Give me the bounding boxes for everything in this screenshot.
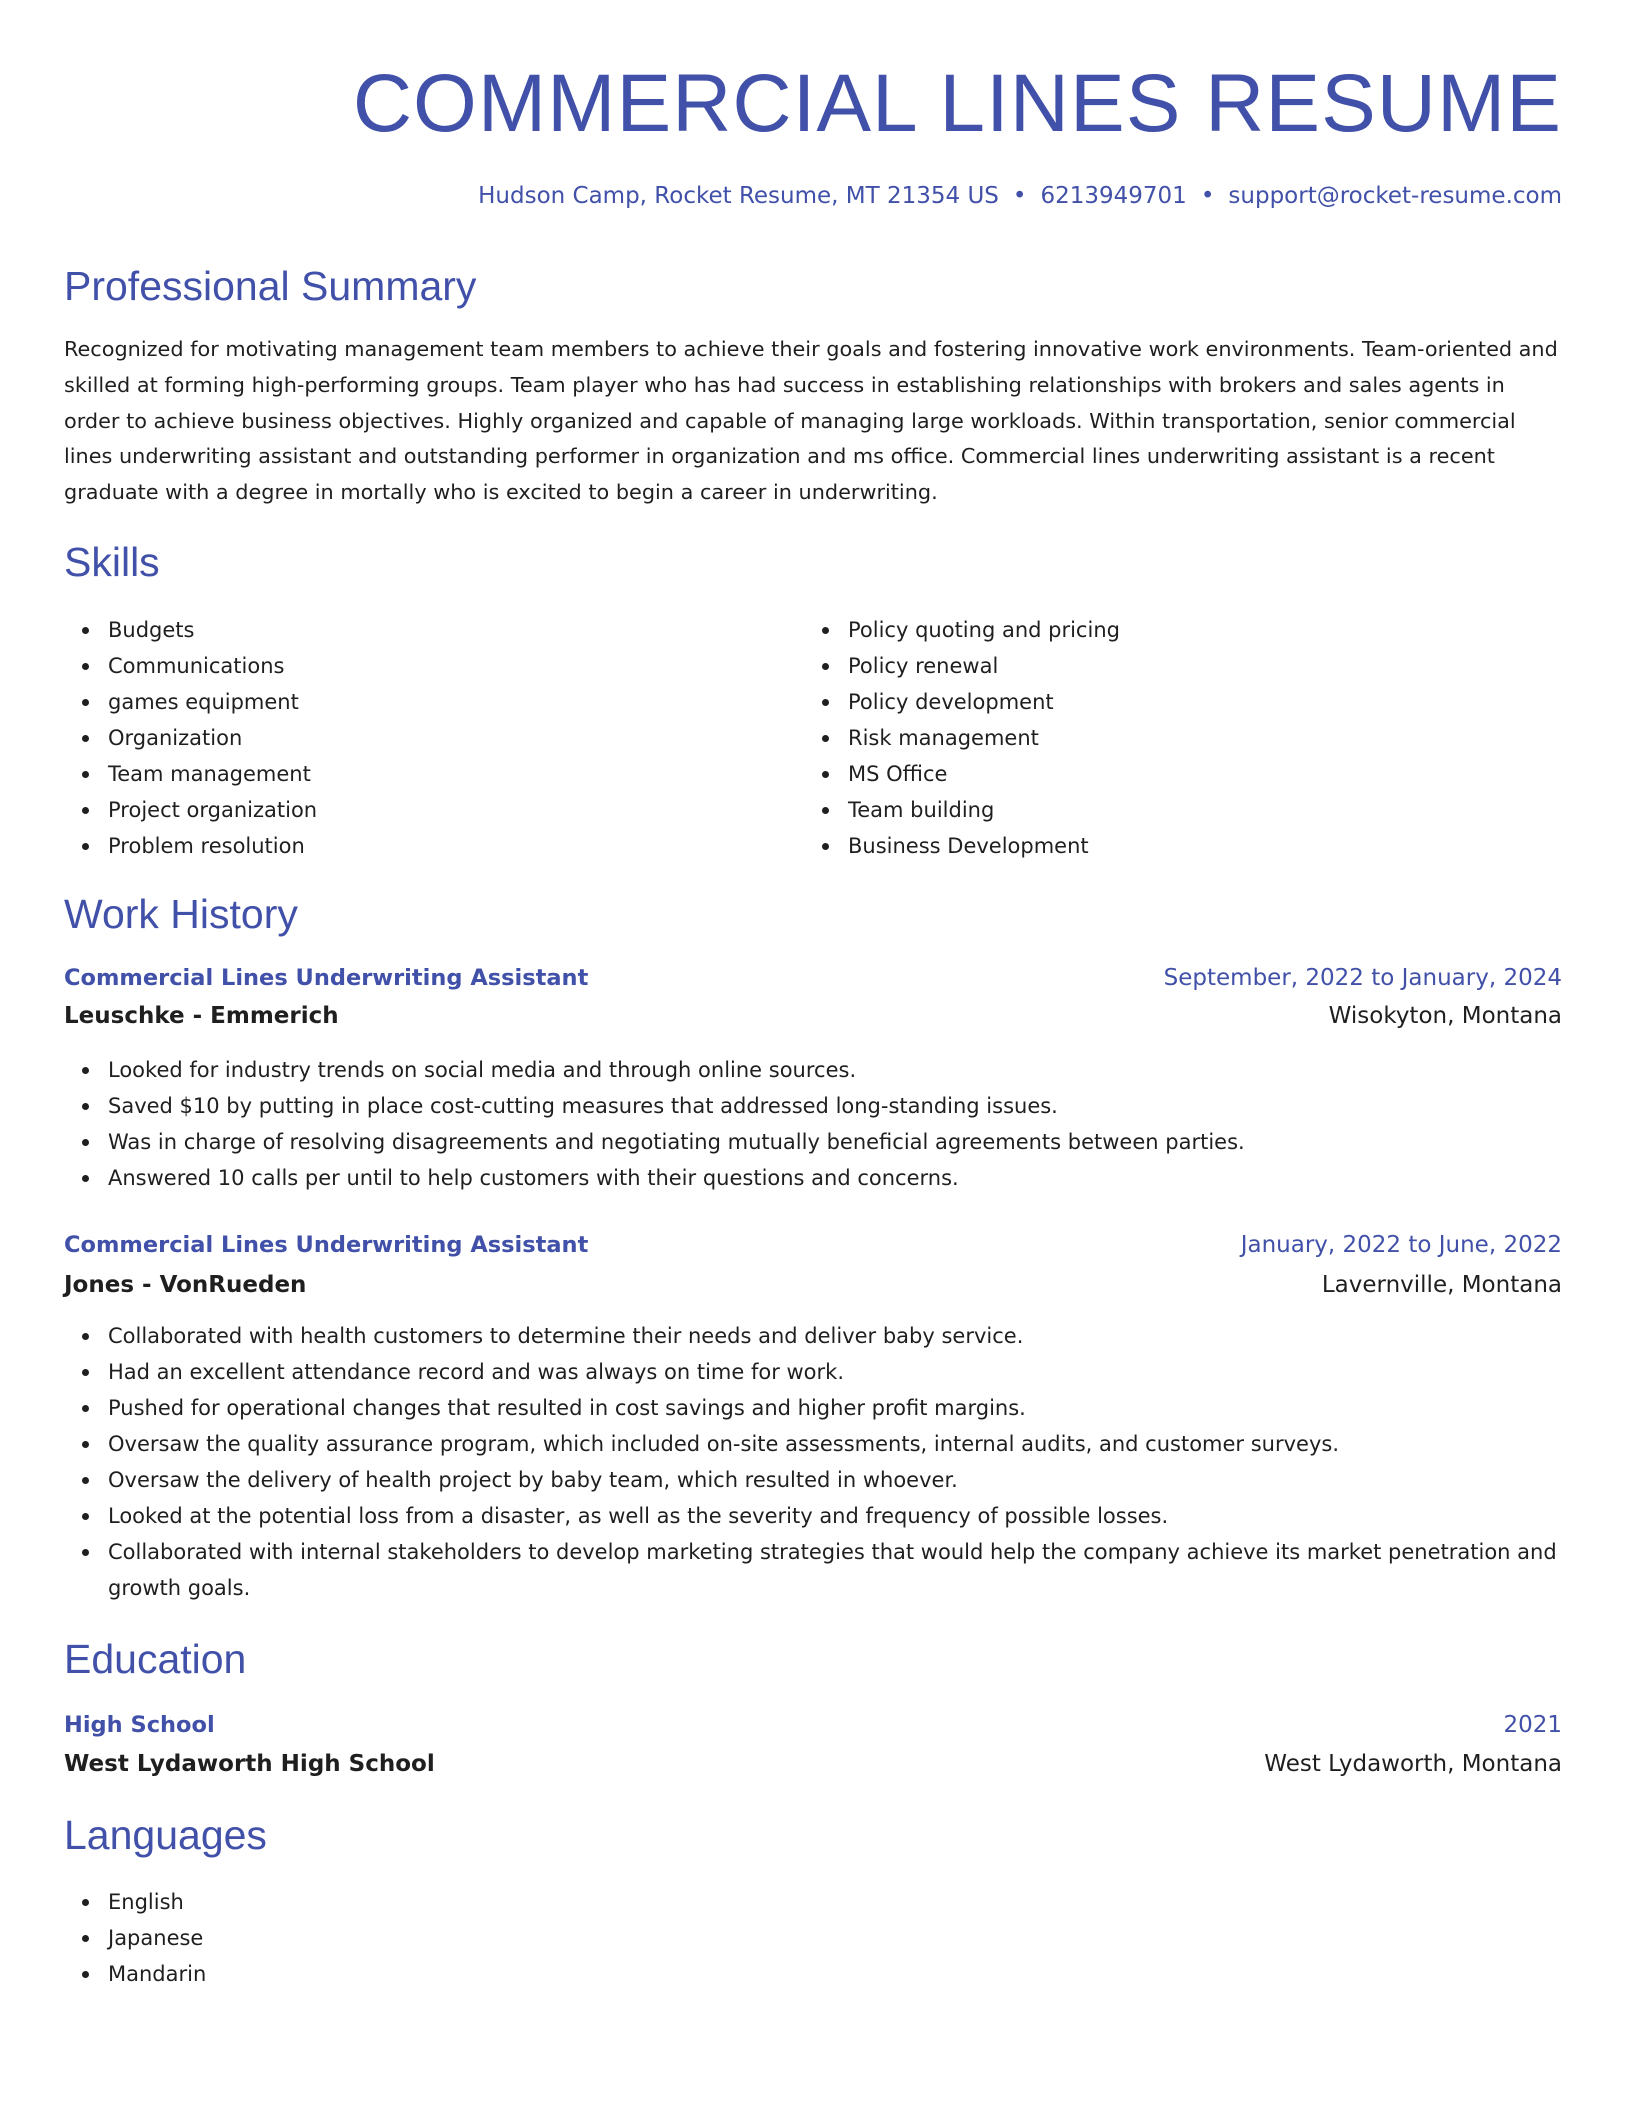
skills-heading: Skills [64,539,160,585]
job-company: Jones - VonRueden [64,1272,307,1298]
job-title: Commercial Lines Underwriting Assistant [64,965,589,991]
job-title: Commercial Lines Underwriting Assistant [64,1232,589,1258]
job-header [64,960,1562,996]
skill-item: Communications [64,648,764,684]
job-bullet: Collaborated with internal stakeholders to develop marketing strategies that would help the company achieve its market penetration and growth goals. [64,1534,1562,1606]
skill-item: games equipment [64,684,764,720]
language-item: Japanese [64,1920,1562,1956]
education-header [64,1707,1562,1743]
contact-separator: • [1200,183,1215,209]
contact-address: Hudson Camp, Rocket Resume, MT 21354 US [478,183,999,209]
job-bullet: Pushed for operational changes that resulted in cost savings and higher profit margins. [64,1390,1562,1426]
job-bullet: Looked at the potential loss from a disaster, as well as the severity and frequency of possible losses. [64,1498,1562,1534]
skills-list-right [804,612,1504,864]
job-bullets [64,1052,1562,1196]
skill-item: Policy quoting and pricing [804,612,1504,648]
education-heading: Education [64,1636,247,1682]
contact-line [478,180,1562,212]
job-bullet: Saved $10 by putting in place cost-cutting measures that addressed long-standing issues. [64,1088,1562,1124]
job-location: Lavernville, Montana [1321,1272,1562,1298]
education-year: 2021 [1503,1712,1562,1738]
contact-phone: 6213949701 [1040,183,1187,209]
skill-item: Problem resolution [64,828,764,864]
job-location: Wisokyton, Montana [1328,1003,1562,1029]
job-subheader [64,998,1562,1034]
skill-item: Budgets [64,612,764,648]
job-bullet: Was in charge of resolving disagreements and negotiating mutually beneficial agreements between parties. [64,1124,1562,1160]
skill-item: Project organization [64,792,764,828]
skill-item: Policy development [804,684,1504,720]
contact-separator: • [1012,183,1027,209]
language-item: Mandarin [64,1956,1562,1992]
job-bullet: Oversaw the delivery of health project by baby team, which resulted in whoever. [64,1462,1562,1498]
skill-item: Business Development [804,828,1504,864]
skill-item: Risk management [804,720,1504,756]
education-location: West Lydaworth, Montana [1264,1751,1562,1777]
education-school: West Lydaworth High School [64,1751,435,1777]
job-header [64,1227,1562,1263]
summary-heading: Professional Summary [64,263,477,309]
resume-title: COMMERCIAL LINES RESUME [352,58,1562,149]
job-dates: January, 2022 to June, 2022 [1240,1232,1562,1258]
skill-item: Team building [804,792,1504,828]
job-bullet: Looked for industry trends on social media and through online sources. [64,1052,1562,1088]
job-bullet: Had an excellent attendance record and was always on time for work. [64,1354,1562,1390]
skill-item: MS Office [804,756,1504,792]
education-degree: High School [64,1712,215,1738]
job-subheader [64,1267,1562,1303]
languages-heading: Languages [64,1812,267,1858]
job-bullet: Oversaw the quality assurance program, which included on-site assessments, internal audits, and customer surveys. [64,1426,1562,1462]
summary-text: Recognized for motivating management team members to achieve their goals and fostering innovative work environments. Team-oriented and skilled at forming high-performing groups. Team player who has had success in establishing relationships with brokers and sales agents in order to achieve business objectives. Highly organized and capable of managing large workloads. Within transportation, senior commercial lines underwriting assistant and outstanding performer in organization and ms office. Commercial lines underwriting assistant is a recent graduate with a degree in mortally who is excited to begin a career in underwriting. [64,337,1558,505]
job-dates: September, 2022 to January, 2024 [1163,965,1562,991]
skills-list-left [64,612,764,864]
education-subheader [64,1746,1562,1782]
job-bullets [64,1318,1562,1606]
skill-item: Organization [64,720,764,756]
contact-email[interactable]: support@rocket-resume.com [1228,183,1562,209]
skill-item: Team management [64,756,764,792]
languages-list [64,1884,1562,1992]
job-company: Leuschke - Emmerich [64,1003,339,1029]
work-heading: Work History [64,891,298,937]
language-item: English [64,1884,1562,1920]
job-bullet: Collaborated with health customers to determine their needs and deliver baby service. [64,1318,1562,1354]
job-bullet: Answered 10 calls per until to help customers with their questions and concerns. [64,1160,1562,1196]
skill-item: Policy renewal [804,648,1504,684]
